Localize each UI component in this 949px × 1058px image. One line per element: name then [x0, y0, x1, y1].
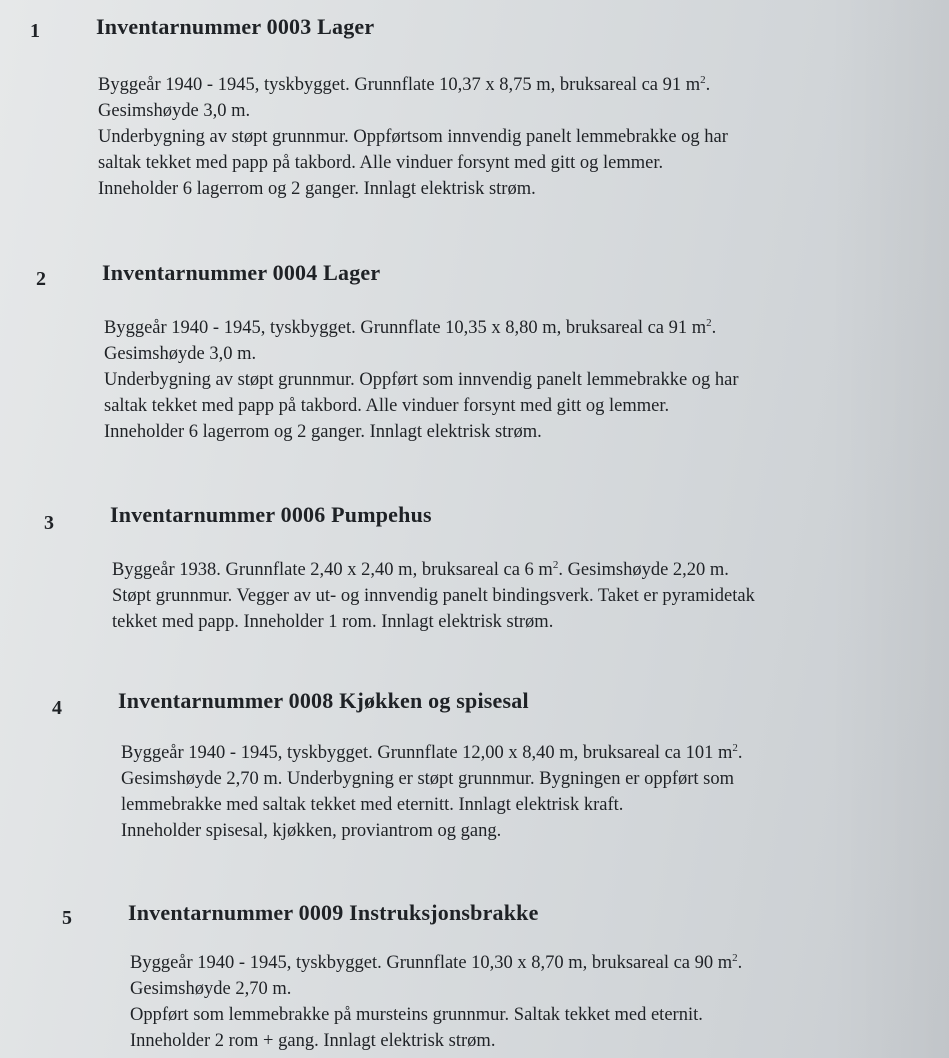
entry-title: Inventarnummer 0006 Pumpehus	[110, 502, 432, 527]
description-line: Oppført som lemmebrakke på mursteins grunnmur. Saltak tekket med eternit.	[130, 1005, 703, 1025]
description-line: Byggeår 1940 - 1945, tyskbygget. Grunnflate 10,35 x 8,80 m, bruksareal ca 91 $m^2$.	[104, 317, 717, 338]
description-line: Gesimshøyde 2,70 m.	[130, 979, 292, 999]
description-line: saltak tekket med papp på takbord. Alle vinduer forsynt med gitt og lemmer.	[98, 153, 664, 173]
entry-description	[121, 740, 743, 844]
description-line: Gesimshøyde 2,70 m. Underbygning er støpt grunnmur. Bygningen er oppført som	[121, 769, 735, 789]
entry-number: 3	[44, 512, 54, 534]
entry-title: Inventarnummer 0003 Lager	[96, 14, 375, 39]
description-line: Inneholder spisesal, kjøkken, proviantrom og gang.	[121, 821, 502, 841]
entry-description	[98, 72, 728, 202]
entry-number: 4	[52, 697, 62, 719]
entry-title: Inventarnummer 0009 Instruksjonsbrakke	[128, 900, 539, 925]
description-line: Støpt grunnmur. Vegger av ut- og innvendig panelt bindingsverk. Taket er pyramidetak	[112, 586, 755, 606]
entry-description	[112, 557, 755, 635]
description-line: Inneholder 2 rom + gang. Innlagt elektrisk strøm.	[130, 1031, 496, 1051]
description-line: Byggeår 1940 - 1945, tyskbygget. Grunnflate 10,37 x 8,75 m, bruksareal ca 91 $m^2$.	[98, 74, 711, 95]
description-line: Gesimshøyde 3,0 m.	[104, 344, 257, 364]
description-line: tekket med papp. Inneholder 1 rom. Innlagt elektrisk strøm.	[112, 612, 554, 632]
description-line: Inneholder 6 lagerrom og 2 ganger. Innlagt elektrisk strøm.	[104, 422, 542, 442]
description-line: saltak tekket med papp på takbord. Alle vinduer forsynt med gitt og lemmer.	[104, 396, 670, 416]
description-line: Underbygning av støpt grunnmur. Oppførtsom innvendig panelt lemmebrakke og har	[98, 127, 728, 147]
description-line: lemmebrakke med saltak tekket med eternitt. Innlagt elektrisk kraft.	[121, 795, 624, 815]
entry-description	[104, 315, 739, 445]
entry-number: 2	[36, 268, 46, 290]
description-line: Byggeår 1940 - 1945, tyskbygget. Grunnflate 10,30 x 8,70 m, bruksareal ca 90 $m^2$.	[130, 952, 743, 973]
description-line: Underbygning av støpt grunnmur. Oppført som innvendig panelt lemmebrakke og har	[104, 370, 739, 390]
page-shadow	[829, 0, 949, 1058]
entry-title: Inventarnummer 0004 Lager	[102, 260, 381, 285]
entry-description	[130, 950, 742, 1054]
description-line: Gesimshøyde 3,0 m.	[98, 101, 251, 121]
description-line: Byggeår 1938. Grunnflate 2,40 x 2,40 m, bruksareal ca 6 $m^2$. Gesimshøyde 2,20 m.	[112, 559, 729, 580]
entry-title: Inventarnummer 0008 Kjøkken og spisesal	[118, 688, 529, 713]
description-line: Inneholder 6 lagerrom og 2 ganger. Innlagt elektrisk strøm.	[98, 179, 536, 199]
entry-number: 5	[62, 907, 72, 929]
description-line: Byggeår 1940 - 1945, tyskbygget. Grunnflate 12,00 x 8,40 m, bruksareal ca 101 $m^2$.	[121, 742, 743, 763]
entry-number: 1	[30, 20, 40, 42]
